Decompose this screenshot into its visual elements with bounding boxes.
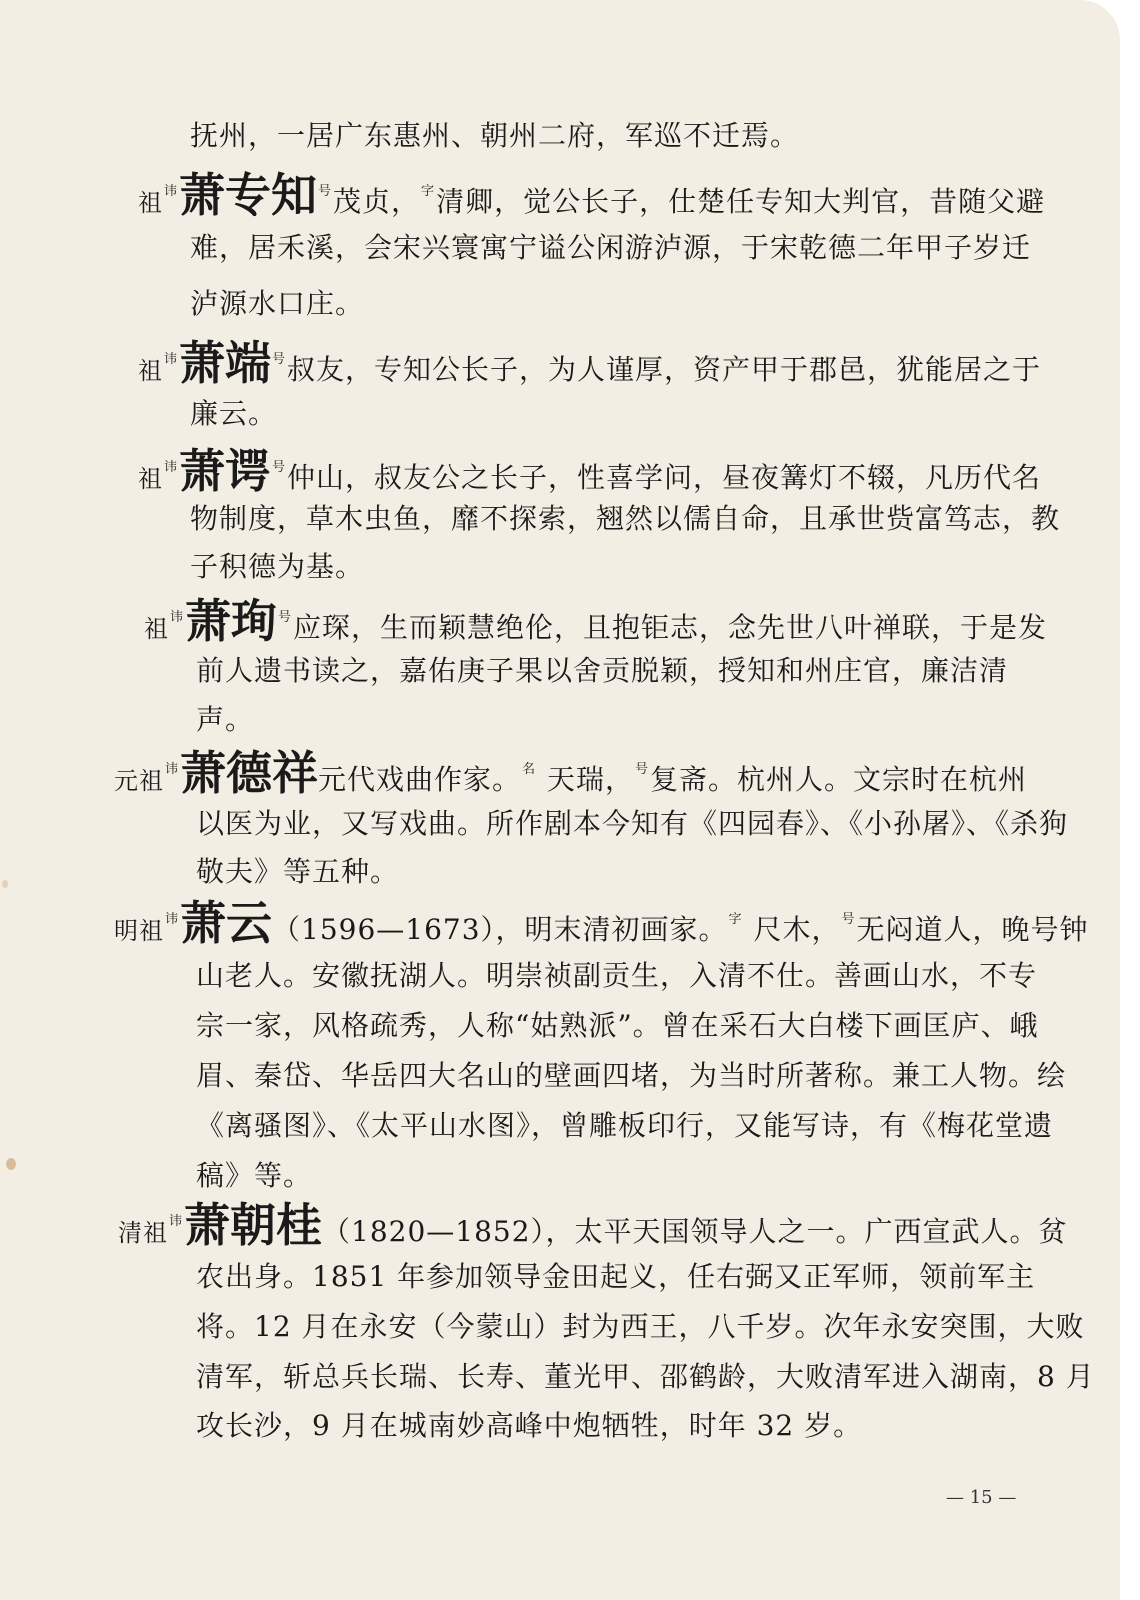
- paper-stain: [2, 880, 8, 888]
- zi-mark: 字: [728, 912, 743, 927]
- entry-text: 元代戏曲作家。: [318, 763, 522, 796]
- page-number: — 15 —: [946, 1487, 1017, 1508]
- entry-text: 天瑞，: [537, 763, 634, 796]
- text-line: 抚州，一居广东惠州、朝州二府，军巡不迁焉。: [190, 119, 800, 152]
- ming-mark: 名: [522, 762, 537, 777]
- entry-name: 萧朝桂: [184, 1198, 323, 1252]
- taboo-mark: 讳: [164, 184, 179, 199]
- entry-heading: [114, 896, 1089, 950]
- text-line: 清军，斩总兵长瑞、长寿、董光甲、邵鹤龄，大败清军进入湖南，8 月: [196, 1360, 1095, 1393]
- entry-prefix: 祖: [138, 357, 163, 385]
- entry-text: 尺木，: [743, 913, 841, 946]
- text-line: 子积德为基。: [190, 550, 365, 583]
- entry-heading: [138, 168, 1046, 222]
- entry-name: 萧德祥: [180, 746, 319, 800]
- entry-text: 叔友，专知公长子，为人谨厚，资产甲于郡邑，犹能居之于: [287, 353, 1042, 386]
- taboo-mark: 讳: [169, 1214, 184, 1229]
- entry-name: 萧谔: [179, 444, 272, 498]
- entry-prefix: 祖: [138, 189, 163, 217]
- text-line: 物制度，草木虫鱼，靡不探索，翘然以儒自命，且承世赀富笃志，教: [190, 502, 1061, 535]
- entry-name: 萧端: [179, 336, 272, 390]
- taboo-mark: 讳: [170, 610, 185, 625]
- entry-text: （1596—1673），明末清初画家。: [272, 913, 728, 946]
- taboo-mark: 讳: [164, 352, 179, 367]
- hao-mark: 号: [278, 610, 293, 625]
- entry-heading: [144, 594, 1048, 648]
- text-line: 声。: [196, 703, 255, 736]
- paper-stain: [6, 1158, 16, 1170]
- hao-mark: 号: [634, 762, 649, 777]
- entry-heading: [118, 1198, 1068, 1252]
- entry-prefix: 清祖: [118, 1219, 168, 1247]
- text-line: 前人遗书读之，嘉佑庚子果以舍贡脱颖，授知和州庄官，廉洁清: [196, 654, 1009, 687]
- entry-heading: [138, 336, 1042, 390]
- hao-mark: 号: [318, 184, 333, 199]
- text-line: 泸源水口庄。: [190, 287, 365, 320]
- entry-text: 清卿，觉公长子，仕楚任专知大判官，昔随父避: [436, 185, 1046, 218]
- entry-name: 萧专知: [179, 168, 318, 222]
- entry-name: 萧珣: [185, 594, 278, 648]
- taboo-mark: 讳: [164, 460, 179, 475]
- text-line: 攻长沙，9 月在城南妙高峰中炮牺牲，时年 32 岁。: [196, 1409, 863, 1442]
- entry-prefix: 祖: [138, 465, 163, 493]
- entry-heading: [138, 444, 1042, 498]
- entry-text: 应琛，生而颖慧绝伦，且抱钜志，念先世八叶禅联，于是发: [293, 611, 1048, 644]
- entry-heading: [114, 746, 1027, 800]
- text-line: 眉、秦岱、华岳四大名山的壁画四堵，为当时所著称。兼工人物。绘: [196, 1059, 1067, 1092]
- hao-mark: 号: [272, 460, 287, 475]
- taboo-mark: 讳: [165, 762, 180, 777]
- entry-name: 萧云: [180, 896, 273, 950]
- entry-text: 复斋。杭州人。文宗时在杭州: [649, 763, 1027, 796]
- text-line: 稿》等。: [196, 1159, 313, 1192]
- entry-prefix: 祖: [144, 615, 169, 643]
- text-line: 宗一家，风格疏秀，人称“姑熟派”。曾在采石大白楼下画匡庐、峨: [196, 1009, 1039, 1042]
- entry-text: 仲山，叔友公之长子，性喜学问，昼夜篝灯不辍，凡历代名: [287, 461, 1042, 494]
- taboo-mark: 讳: [165, 912, 180, 927]
- text-line: 农出身。1851 年参加领导金田起义，任右弼又正军师，领前军主: [196, 1260, 1036, 1293]
- entry-prefix: 元祖: [114, 767, 164, 795]
- text-line: 廉云。: [190, 397, 278, 430]
- text-line: 难，居禾溪，会宋兴寰寓宁谥公闲游泸源，于宋乾德二年甲子岁迁: [190, 231, 1032, 264]
- entry-text: 无闷道人，晚号钟: [856, 913, 1089, 946]
- text-line: 敬夫》等五种。: [196, 855, 400, 888]
- entry-text: （1820—1852），太平天国领导人之一。广西宣武人。贫: [322, 1215, 1068, 1248]
- text-line: 《离骚图》、《太平山水图》，曾雕板印行，又能写诗，有《梅花堂遗: [196, 1109, 1054, 1142]
- text-line: 以医为业，又写戏曲。所作剧本今知有《四园春》、《小孙屠》、《杀狗: [196, 807, 1069, 840]
- entry-text: 茂贞，: [333, 185, 421, 218]
- hao-mark: 号: [841, 912, 856, 927]
- text-line: 山老人。安徽抚湖人。明崇祯副贡生，入清不仕。善画山水，不专: [196, 959, 1038, 992]
- zi-mark: 字: [421, 184, 436, 199]
- text-line: 将。12 月在永安（今蒙山）封为西王，八千岁。次年永安突围，大败: [196, 1310, 1085, 1343]
- entry-prefix: 明祖: [114, 917, 164, 945]
- hao-mark: 号: [272, 352, 287, 367]
